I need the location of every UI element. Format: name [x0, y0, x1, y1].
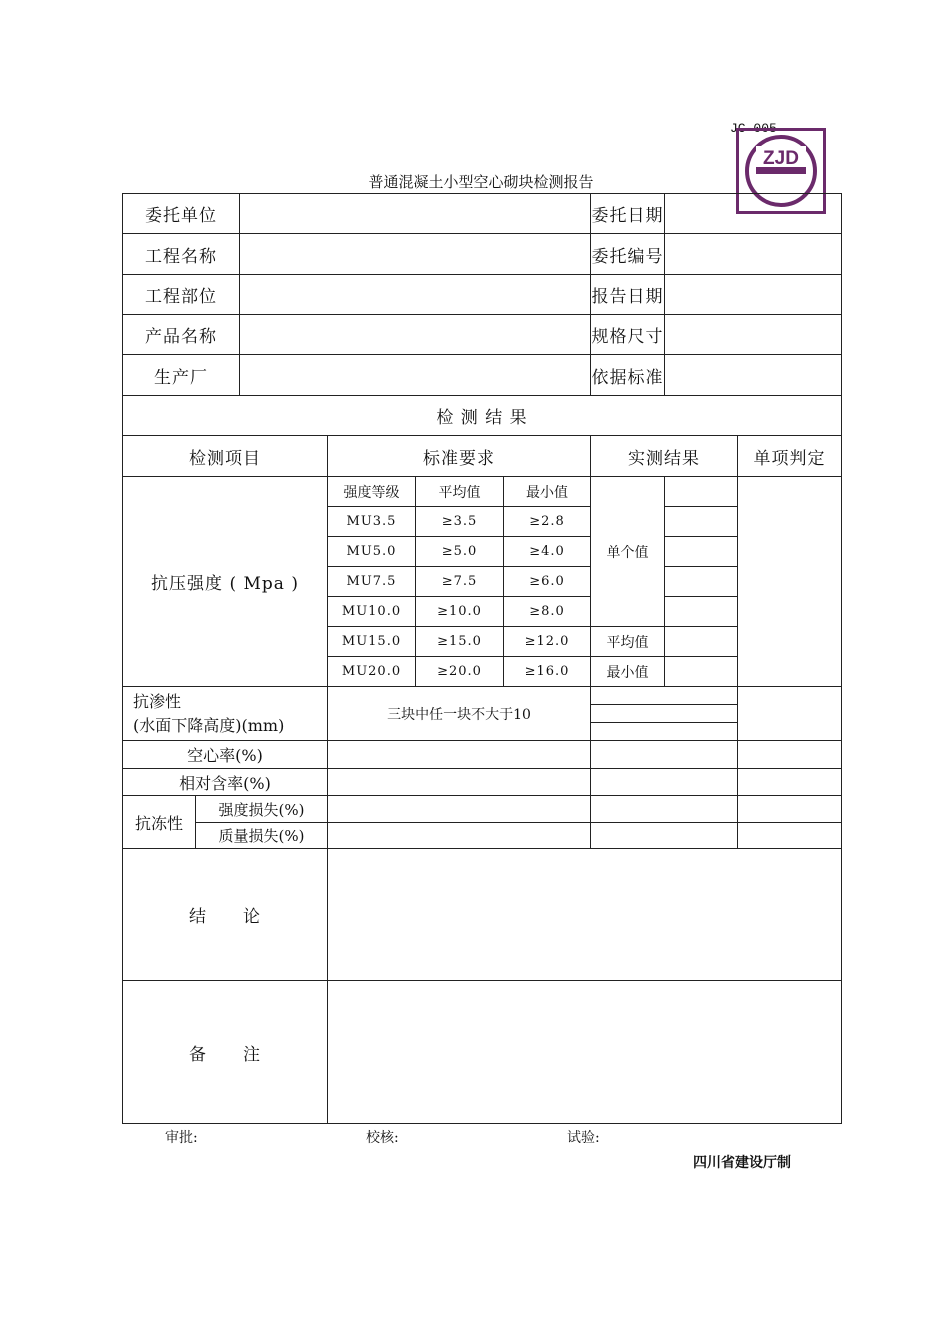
grade-avg-cell: ≥7.5	[416, 567, 504, 597]
manufacturer-label: 生产厂	[123, 355, 240, 396]
client-no-label: 委托编号	[591, 234, 665, 275]
standard-label: 依据标准	[591, 355, 665, 396]
compressive-judgement[interactable]	[738, 477, 842, 687]
permeability-label	[123, 687, 328, 741]
strength-loss-measured[interactable]	[591, 796, 738, 823]
grade-avg-cell: ≥10.0	[416, 597, 504, 627]
manufacturer-value[interactable]	[240, 355, 591, 396]
grade-min-cell: ≥4.0	[504, 537, 591, 567]
client-date-label: 委托日期	[591, 194, 665, 234]
results-section-title: 检 测 结 果	[123, 396, 842, 436]
grade-avg-cell: ≥20.0	[416, 657, 504, 687]
single-value-cell[interactable]	[665, 477, 738, 507]
product-name-value[interactable]	[240, 315, 591, 355]
spec-size-label: 规格尺寸	[591, 315, 665, 355]
client-unit-label: 委托单位	[123, 194, 240, 234]
void-ratio-measured[interactable]	[591, 741, 738, 769]
minimum-value-cell[interactable]	[665, 657, 738, 687]
avg-header: 平均值	[416, 477, 504, 507]
permeability-measured-2[interactable]	[591, 705, 738, 723]
average-value-cell[interactable]	[665, 627, 738, 657]
col-judgement-header: 单项判定	[738, 436, 842, 477]
grade-header: 强度等级	[328, 477, 416, 507]
grade-cell: MU5.0	[328, 537, 416, 567]
moisture-measured[interactable]	[591, 769, 738, 796]
min-header: 最小值	[504, 477, 591, 507]
single-value-label: 单个值	[591, 477, 665, 627]
mass-loss-label: 质量损失(%)	[196, 823, 328, 849]
form-code: JC-005	[730, 121, 777, 136]
review-label: 校核:	[366, 1130, 399, 1146]
permeability-label-line2: (水面下降高度)(mm)	[133, 715, 285, 735]
mass-loss-judgement[interactable]	[738, 823, 842, 849]
grade-min-cell: ≥16.0	[504, 657, 591, 687]
average-value-label: 平均值	[591, 627, 665, 657]
compressive-strength-label: 抗压强度 ( Mpa )	[123, 477, 328, 687]
spec-size-value[interactable]	[665, 315, 842, 355]
conclusion-value[interactable]	[328, 849, 842, 981]
remarks-label: 备 注	[123, 981, 328, 1124]
col-standard-header: 标准要求	[328, 436, 591, 477]
grade-cell: MU20.0	[328, 657, 416, 687]
logo-text: ZJD	[763, 148, 799, 169]
issuer-label: 四川省建设厅制	[693, 1155, 791, 1171]
moisture-label: 相对含率(%)	[123, 769, 328, 796]
conclusion-label: 结 论	[123, 849, 328, 981]
mass-loss-standard[interactable]	[328, 823, 591, 849]
approve-label: 审批:	[165, 1130, 198, 1146]
void-ratio-label: 空心率(%)	[123, 741, 328, 769]
permeability-label-line1: 抗渗性	[133, 691, 182, 711]
strength-loss-label: 强度损失(%)	[196, 796, 328, 823]
permeability-requirement: 三块中任一块不大于10	[328, 687, 591, 741]
grade-min-cell: ≥8.0	[504, 597, 591, 627]
project-part-value[interactable]	[240, 275, 591, 315]
grade-cell: MU15.0	[328, 627, 416, 657]
permeability-judgement[interactable]	[738, 687, 842, 741]
grade-cell: MU10.0	[328, 597, 416, 627]
strength-loss-standard[interactable]	[328, 796, 591, 823]
grade-avg-cell: ≥3.5	[416, 507, 504, 537]
frost-resistance-label: 抗冻性	[123, 796, 196, 849]
minimum-value-label: 最小值	[591, 657, 665, 687]
report-date-label: 报告日期	[591, 275, 665, 315]
grade-avg-cell: ≥15.0	[416, 627, 504, 657]
moisture-judgement[interactable]	[738, 769, 842, 796]
client-no-value[interactable]	[665, 234, 842, 275]
permeability-measured-3[interactable]	[591, 723, 738, 741]
grade-min-cell: ≥12.0	[504, 627, 591, 657]
report-table	[122, 193, 842, 1124]
report-title: 普通混凝土小型空心砌块检测报告	[368, 173, 594, 191]
grade-cell: MU7.5	[328, 567, 416, 597]
project-name-value[interactable]	[240, 234, 591, 275]
single-value-cell[interactable]	[665, 537, 738, 567]
standard-value[interactable]	[665, 355, 842, 396]
single-value-cell[interactable]	[665, 507, 738, 537]
remarks-value[interactable]	[328, 981, 842, 1124]
void-ratio-standard[interactable]	[328, 741, 591, 769]
moisture-standard[interactable]	[328, 769, 591, 796]
grade-avg-cell: ≥5.0	[416, 537, 504, 567]
single-value-cell[interactable]	[665, 567, 738, 597]
project-name-label: 工程名称	[123, 234, 240, 275]
single-value-cell[interactable]	[665, 597, 738, 627]
mass-loss-measured[interactable]	[591, 823, 738, 849]
grade-min-cell: ≥6.0	[504, 567, 591, 597]
test-label: 试验:	[567, 1130, 600, 1146]
client-date-value[interactable]	[665, 194, 842, 234]
project-part-label: 工程部位	[123, 275, 240, 315]
report-date-value[interactable]	[665, 275, 842, 315]
grade-cell: MU3.5	[328, 507, 416, 537]
client-unit-value[interactable]	[240, 194, 591, 234]
col-item-header: 检测项目	[123, 436, 328, 477]
permeability-measured-1[interactable]	[591, 687, 738, 705]
void-ratio-judgement[interactable]	[738, 741, 842, 769]
grade-min-cell: ≥2.8	[504, 507, 591, 537]
col-measured-header: 实测结果	[591, 436, 738, 477]
product-name-label: 产品名称	[123, 315, 240, 355]
strength-loss-judgement[interactable]	[738, 796, 842, 823]
